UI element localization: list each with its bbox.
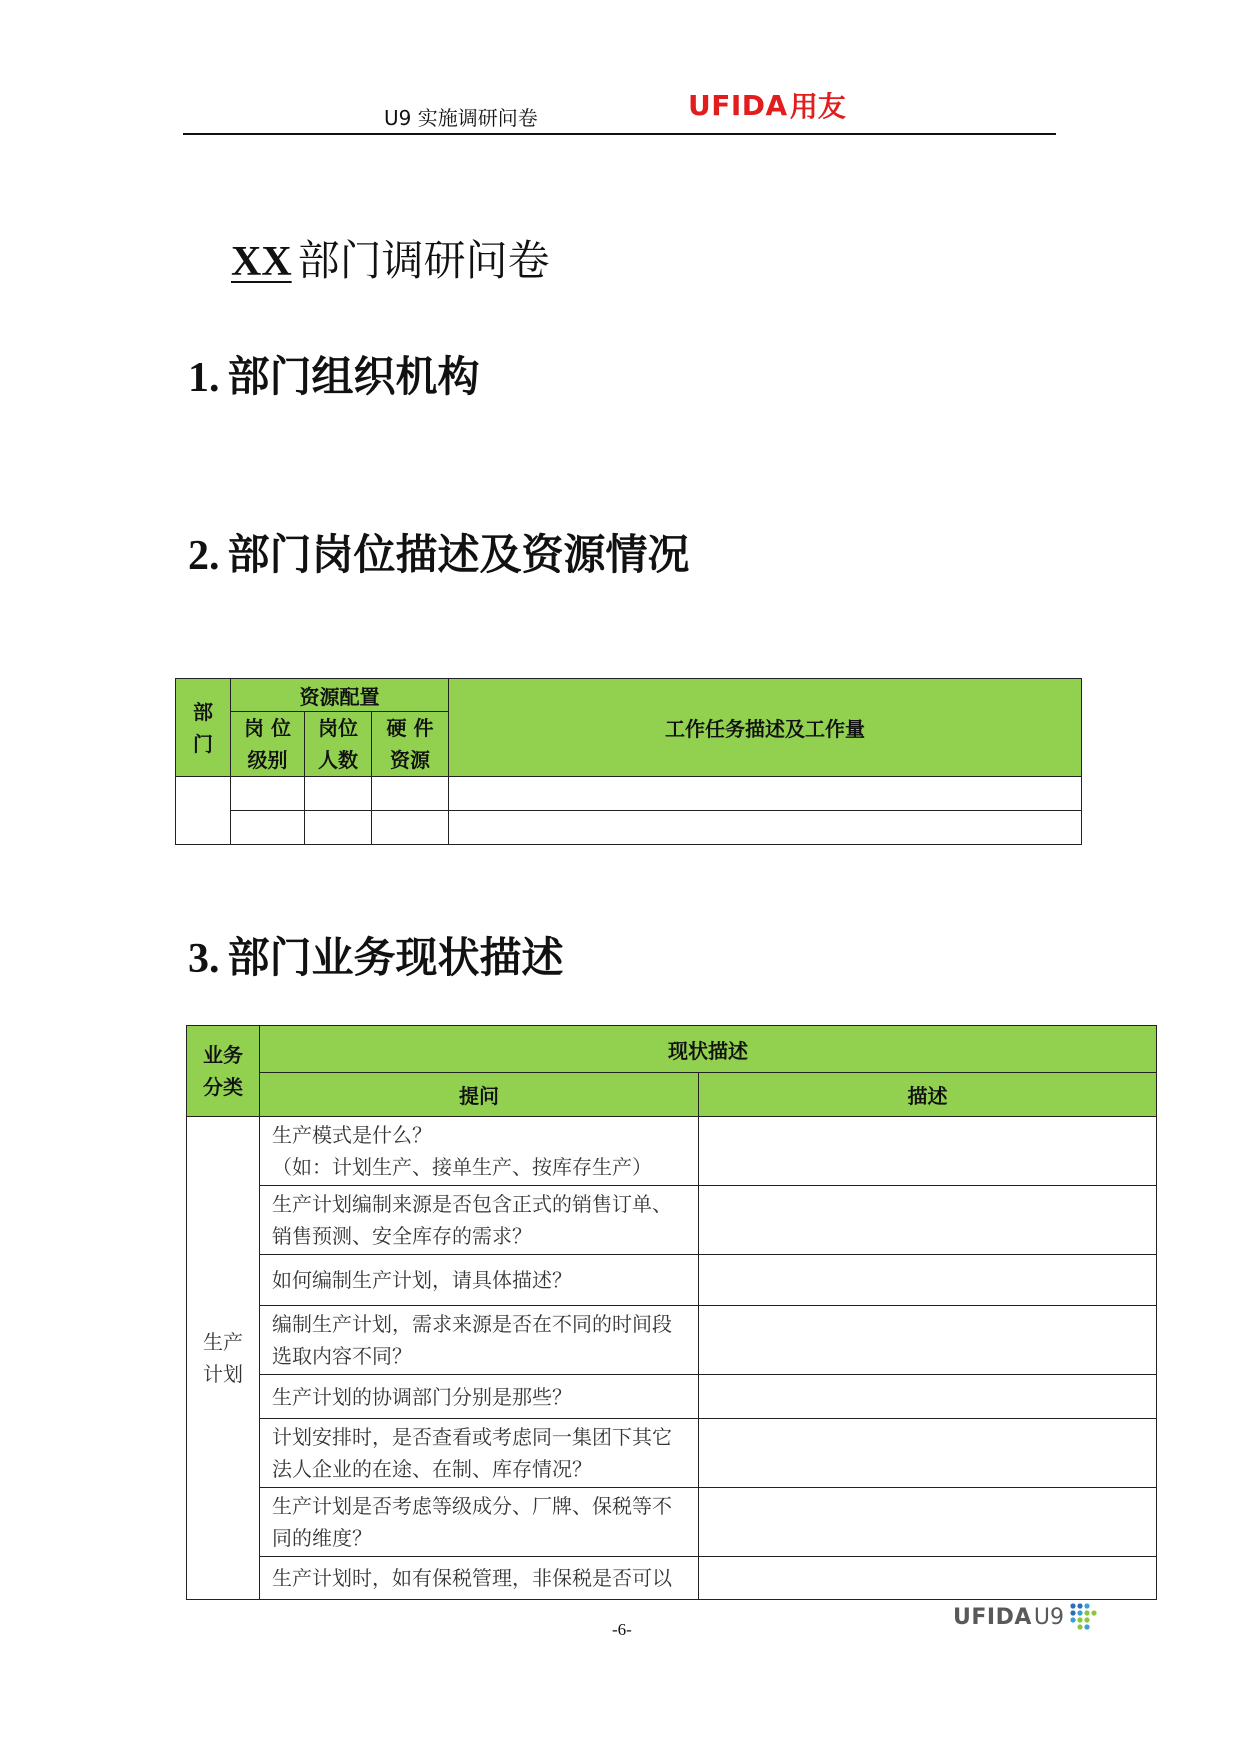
question-cell: 生产计划时，如有保税管理，非保税是否可以 (260, 1557, 699, 1600)
question-cell: 生产计划编制来源是否包含正式的销售订单、销售预测、安全库存的需求？ (260, 1186, 699, 1255)
section-heading-1 (188, 344, 480, 404)
ufida-logo (688, 88, 846, 122)
question-header: 提问 (260, 1073, 699, 1117)
section-number: 2. (188, 533, 220, 579)
logo-cn-text: 用友 (789, 90, 846, 123)
section-heading-2 (188, 522, 690, 582)
table-row (187, 1255, 1157, 1306)
table-row (187, 1117, 1157, 1186)
description-cell[interactable] (699, 1419, 1157, 1488)
table-cell[interactable] (305, 777, 372, 811)
table-cell[interactable] (372, 811, 449, 845)
table-row (187, 1375, 1157, 1419)
table-row (187, 1488, 1157, 1557)
section-title: 部门组织机构 (227, 352, 480, 401)
footer-logo-text: UFIDA (953, 1604, 1032, 1630)
title-rest: 部门调研问卷 (297, 236, 550, 285)
section-number: 3. (188, 936, 220, 982)
status-header: 现状描述 (260, 1026, 1157, 1073)
task-header: 工作任务描述及工作量 (449, 679, 1082, 777)
dept-header: 部 门 (176, 679, 231, 777)
footer-logo-u9: U9 (1033, 1604, 1064, 1630)
ufida-u9-logo (953, 1602, 1101, 1632)
header-title: U9 实施调研问卷 (384, 106, 538, 130)
header-rule (183, 133, 1056, 135)
resource-table (175, 678, 1082, 845)
page-number: -6- (612, 1620, 632, 1639)
question-cell: 计划安排时，是否查看或考虑同一集团下其它法人企业的在途、在制、库存情况？ (260, 1419, 699, 1488)
question-cell: 编制生产计划，需求来源是否在不同的时间段选取内容不同？ (260, 1306, 699, 1375)
document-title (231, 228, 550, 288)
question-cell: 生产计划是否考虑等级成分、厂牌、保税等不同的维度？ (260, 1488, 699, 1557)
resource-header: 资源配置 (231, 679, 449, 712)
description-cell[interactable] (699, 1375, 1157, 1419)
table-row (187, 1557, 1157, 1600)
table-row (187, 1306, 1157, 1375)
question-cell: 生产计划的协调部门分别是那些？ (260, 1375, 699, 1419)
description-cell[interactable] (699, 1488, 1157, 1557)
dots-icon (1067, 1602, 1101, 1632)
section-title: 部门业务现状描述 (227, 933, 564, 982)
table-cell[interactable] (305, 811, 372, 845)
question-cell: 生产模式是什么？ （如：计划生产、接单生产、按库存生产） (260, 1117, 699, 1186)
position-level-header: 岗 位 级别 (231, 712, 305, 777)
section-title: 部门岗位描述及资源情况 (227, 530, 690, 579)
dept-cell[interactable] (176, 777, 231, 845)
category-header: 业务 分类 (187, 1026, 260, 1117)
section-number: 1. (188, 355, 220, 401)
description-cell[interactable] (699, 1186, 1157, 1255)
description-cell[interactable] (699, 1557, 1157, 1600)
position-count-header: 岗位 人数 (305, 712, 372, 777)
table-row (187, 1419, 1157, 1488)
section-heading-3 (188, 925, 564, 985)
description-cell[interactable] (699, 1117, 1157, 1186)
table-cell[interactable] (372, 777, 449, 811)
hardware-header: 硬 件 资源 (372, 712, 449, 777)
description-cell[interactable] (699, 1255, 1157, 1306)
question-cell: 如何编制生产计划，请具体描述？ (260, 1255, 699, 1306)
table-row (187, 1186, 1157, 1255)
desc-header: 描述 (699, 1073, 1157, 1117)
table-cell[interactable] (231, 777, 305, 811)
logo-text: UFIDA (688, 88, 788, 122)
description-cell[interactable] (699, 1306, 1157, 1375)
title-prefix: XX (231, 239, 292, 285)
table-cell[interactable] (449, 777, 1082, 811)
table-cell[interactable] (449, 811, 1082, 845)
business-status-table (186, 1025, 1157, 1600)
category-cell: 生产 计划 (187, 1117, 260, 1600)
table-cell[interactable] (231, 811, 305, 845)
